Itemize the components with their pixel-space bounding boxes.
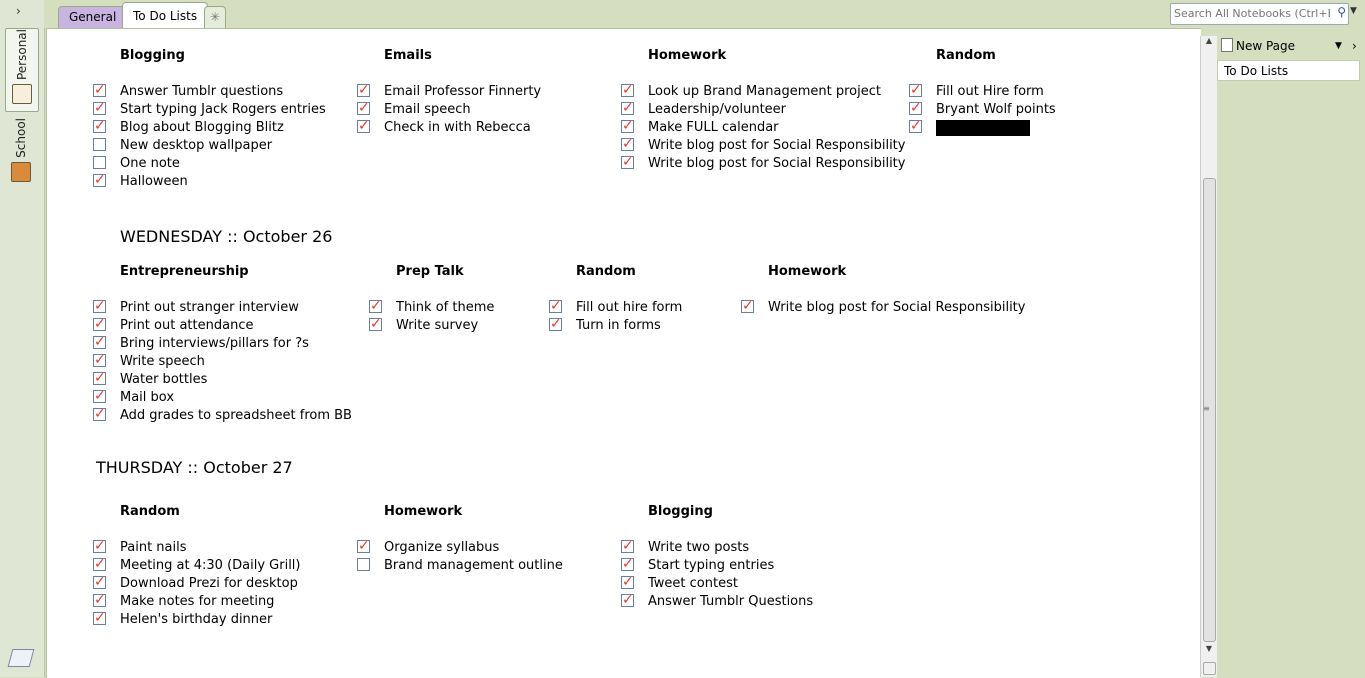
checked-checkbox[interactable] xyxy=(357,84,370,97)
todo-item-text: Bryant Wolf points xyxy=(936,102,1056,117)
checked-checkbox[interactable] xyxy=(93,576,106,589)
todo-item[interactable] xyxy=(120,137,272,155)
checked-checkbox[interactable] xyxy=(621,156,634,169)
todo-item-text: Write speech xyxy=(120,354,205,369)
todo-item-text: Tweet contest xyxy=(648,576,738,591)
todo-item[interactable] xyxy=(120,299,299,317)
todo-item-text: Fill out Hire form xyxy=(936,84,1044,99)
todo-item[interactable] xyxy=(384,83,541,101)
checked-checkbox[interactable] xyxy=(93,300,106,313)
todo-item-text: Write blog post for Social Responsibility xyxy=(768,300,1026,315)
list-heading-random: Random xyxy=(576,264,636,279)
todo-item[interactable] xyxy=(396,317,478,335)
todo-item-text: Brand management outline xyxy=(384,558,563,573)
checked-checkbox[interactable] xyxy=(93,120,106,133)
todo-item-text: Paint nails xyxy=(120,540,187,555)
grip-icon: ≡ xyxy=(1203,404,1210,413)
list-heading-prep-talk: Prep Talk xyxy=(396,264,464,279)
notebook-pane xyxy=(0,0,45,677)
todo-item[interactable] xyxy=(120,593,274,611)
list-heading-homework: Homework xyxy=(768,264,847,279)
todo-item-text: One note xyxy=(120,156,180,171)
todo-item-text: Leadership/volunteer xyxy=(648,102,787,117)
checked-checkbox[interactable] xyxy=(93,84,106,97)
todo-item-text: Answer Tumblr Questions xyxy=(648,594,814,609)
list-heading-random: Random xyxy=(120,504,180,519)
checked-checkbox[interactable] xyxy=(621,558,634,571)
search-icon[interactable]: ⚲ xyxy=(1337,5,1346,19)
new-page-icon xyxy=(1221,38,1233,52)
checked-checkbox[interactable] xyxy=(357,102,370,115)
list-heading-emails: Emails xyxy=(384,48,432,63)
checked-checkbox[interactable] xyxy=(93,558,106,571)
todo-item[interactable] xyxy=(120,101,326,119)
checked-checkbox[interactable] xyxy=(357,120,370,133)
checked-checkbox[interactable] xyxy=(909,84,922,97)
checked-checkbox[interactable] xyxy=(621,540,634,553)
todo-item[interactable] xyxy=(120,317,253,335)
checked-checkbox[interactable] xyxy=(357,540,370,553)
search-box xyxy=(1170,3,1349,25)
todo-item-text: Print out attendance xyxy=(120,318,254,333)
todo-item-text: Start typing Jack Rogers entries xyxy=(120,102,326,117)
checked-checkbox[interactable] xyxy=(93,318,106,331)
todo-item[interactable] xyxy=(120,119,284,137)
todo-item[interactable] xyxy=(120,83,283,101)
todo-item[interactable] xyxy=(936,119,1018,137)
checked-checkbox[interactable] xyxy=(93,408,106,421)
list-heading-homework: Homework xyxy=(648,48,727,63)
list-heading-homework: Homework xyxy=(384,504,463,519)
todo-item[interactable] xyxy=(384,557,563,575)
notebook-label: Personal xyxy=(15,29,29,81)
todo-item-text: New desktop wallpaper xyxy=(120,138,273,153)
todo-item-text: Print out stranger interview xyxy=(120,300,299,315)
checked-checkbox[interactable] xyxy=(369,300,382,313)
todo-item-text: Halloween xyxy=(120,174,188,189)
list-heading-blogging: Blogging xyxy=(648,504,713,519)
unchecked-checkbox[interactable] xyxy=(93,156,106,169)
todo-item[interactable] xyxy=(120,173,188,191)
new-page-label: New Page xyxy=(1236,39,1296,53)
todo-item-text: Look up Brand Management project xyxy=(648,84,881,99)
todo-item-text: Answer Tumblr questions xyxy=(120,84,284,99)
scroll-end-button[interactable] xyxy=(1203,662,1216,675)
todo-item-text: Meeting at 4:30 (Daily Grill) xyxy=(120,558,301,573)
notebook-school[interactable] xyxy=(5,118,37,188)
checked-checkbox[interactable] xyxy=(621,102,634,115)
new-section-tab[interactable]: ✳ xyxy=(204,6,226,28)
todo-item[interactable] xyxy=(120,335,309,353)
todo-item-text: Write blog post for Social Responsibility xyxy=(648,156,906,171)
todo-item[interactable] xyxy=(648,83,881,101)
todo-item[interactable] xyxy=(576,317,661,335)
checked-checkbox[interactable] xyxy=(93,612,106,625)
checked-checkbox[interactable] xyxy=(909,102,922,115)
unchecked-checkbox[interactable] xyxy=(357,558,370,571)
todo-item-text: Fill out hire form xyxy=(576,300,683,315)
checked-checkbox[interactable] xyxy=(741,300,754,313)
todo-item[interactable] xyxy=(120,353,205,371)
page-item-to-do-lists[interactable]: To Do Lists xyxy=(1217,60,1360,81)
checked-checkbox[interactable] xyxy=(93,336,106,349)
todo-item[interactable] xyxy=(648,593,813,611)
todo-item-text: Email Professor Finnerty xyxy=(384,84,542,99)
todo-item[interactable] xyxy=(120,557,301,575)
todo-item[interactable] xyxy=(576,299,682,317)
day-heading-thursday: THURSDAY :: October 27 xyxy=(96,458,293,477)
checked-checkbox[interactable] xyxy=(909,120,922,133)
todo-item[interactable] xyxy=(120,155,180,173)
tab-to-do-lists[interactable]: To Do Lists xyxy=(122,2,208,29)
collapse-pages-icon[interactable]: › xyxy=(1352,39,1357,53)
checked-checkbox[interactable] xyxy=(621,594,634,607)
todo-item-text: Email speech xyxy=(384,102,471,117)
todo-item-text: Write survey xyxy=(396,318,479,333)
todo-item-text: Organize syllabus xyxy=(384,540,500,555)
todo-item[interactable] xyxy=(648,119,779,137)
checked-checkbox[interactable] xyxy=(93,594,106,607)
todo-item[interactable] xyxy=(768,299,1025,317)
todo-item-text: Check in with Rebecca xyxy=(384,120,531,135)
page-tabs-pane xyxy=(1217,36,1365,677)
notebook-icon xyxy=(12,84,32,104)
todo-item[interactable] xyxy=(120,407,352,425)
todo-item-text: Water bottles xyxy=(120,372,208,387)
todo-item-text: Write blog post for Social Responsibility xyxy=(648,138,906,153)
todo-item[interactable] xyxy=(120,389,174,407)
checked-checkbox[interactable] xyxy=(93,102,106,115)
checked-checkbox[interactable] xyxy=(621,84,634,97)
checked-checkbox[interactable] xyxy=(549,300,562,313)
notebook-personal[interactable] xyxy=(5,28,39,112)
day-heading-wednesday: WEDNESDAY :: October 26 xyxy=(120,227,333,246)
list-heading-random: Random xyxy=(936,48,996,63)
checked-checkbox[interactable] xyxy=(93,354,106,367)
todo-item-text: presentation xyxy=(936,120,1019,135)
todo-item[interactable] xyxy=(396,299,494,317)
todo-item-text: Download Prezi for desktop xyxy=(120,576,298,591)
todo-item[interactable] xyxy=(648,155,905,173)
todo-item[interactable] xyxy=(120,575,298,593)
todo-item-text: Helen's birthday dinner xyxy=(120,612,273,627)
todo-item-text: Add grades to spreadsheet from BB xyxy=(120,408,352,423)
todo-item[interactable] xyxy=(648,539,749,557)
todo-item[interactable] xyxy=(384,119,531,137)
list-heading-entrepreneurship: Entrepreneurship xyxy=(120,264,249,279)
notebook-icon xyxy=(11,162,31,182)
todo-item[interactable] xyxy=(384,101,471,119)
todo-item[interactable] xyxy=(120,371,207,389)
todo-item-text: Blog about Blogging Blitz xyxy=(120,120,284,135)
new-page-dropdown-icon[interactable]: ▼ xyxy=(1335,41,1342,51)
notebook-label: School xyxy=(14,118,28,158)
checked-checkbox[interactable] xyxy=(621,120,634,133)
checked-checkbox[interactable] xyxy=(369,318,382,331)
todo-item-text: Bring interviews/pillars for ?s xyxy=(120,336,309,351)
list-heading-blogging: Blogging xyxy=(120,48,185,63)
todo-item[interactable] xyxy=(936,83,1044,101)
todo-item[interactable] xyxy=(648,101,786,119)
checked-checkbox[interactable] xyxy=(549,318,562,331)
search-scope-dropdown-icon[interactable]: ▼ xyxy=(1350,6,1357,16)
todo-item[interactable] xyxy=(384,539,499,557)
search-input[interactable] xyxy=(1171,4,1333,22)
todo-item[interactable] xyxy=(648,557,774,575)
checked-checkbox[interactable] xyxy=(93,390,106,403)
todo-item[interactable] xyxy=(648,575,738,593)
todo-item-text: Think of theme xyxy=(396,300,495,315)
todo-item[interactable] xyxy=(120,611,272,629)
todo-item[interactable] xyxy=(648,137,905,155)
vertical-scrollbar[interactable] xyxy=(1200,36,1217,677)
checked-checkbox[interactable] xyxy=(93,540,106,553)
todo-item[interactable] xyxy=(936,101,1056,119)
todo-item-text: Make notes for meeting xyxy=(120,594,275,609)
todo-item-text: Write two posts xyxy=(648,540,750,555)
unfiled-notes-icon[interactable] xyxy=(8,649,35,667)
todo-item-text: Make FULL calendar xyxy=(648,120,779,135)
scroll-up-arrow[interactable]: ▲ xyxy=(1205,36,1213,45)
unchecked-checkbox[interactable] xyxy=(93,138,106,151)
todo-item[interactable] xyxy=(120,539,187,557)
tab-general[interactable]: General xyxy=(58,6,127,28)
expand-notebooks-icon[interactable]: › xyxy=(16,4,21,18)
todo-item-text: Mail box xyxy=(120,390,175,405)
checked-checkbox[interactable] xyxy=(621,138,634,151)
scroll-down-arrow[interactable]: ▼ xyxy=(1205,644,1213,653)
todo-item-text: Start typing entries xyxy=(648,558,775,573)
todo-item-text: Turn in forms xyxy=(576,318,661,333)
checked-checkbox[interactable] xyxy=(621,576,634,589)
checked-checkbox[interactable] xyxy=(93,174,106,187)
checked-checkbox[interactable] xyxy=(93,372,106,385)
section-tabs xyxy=(44,0,1166,28)
